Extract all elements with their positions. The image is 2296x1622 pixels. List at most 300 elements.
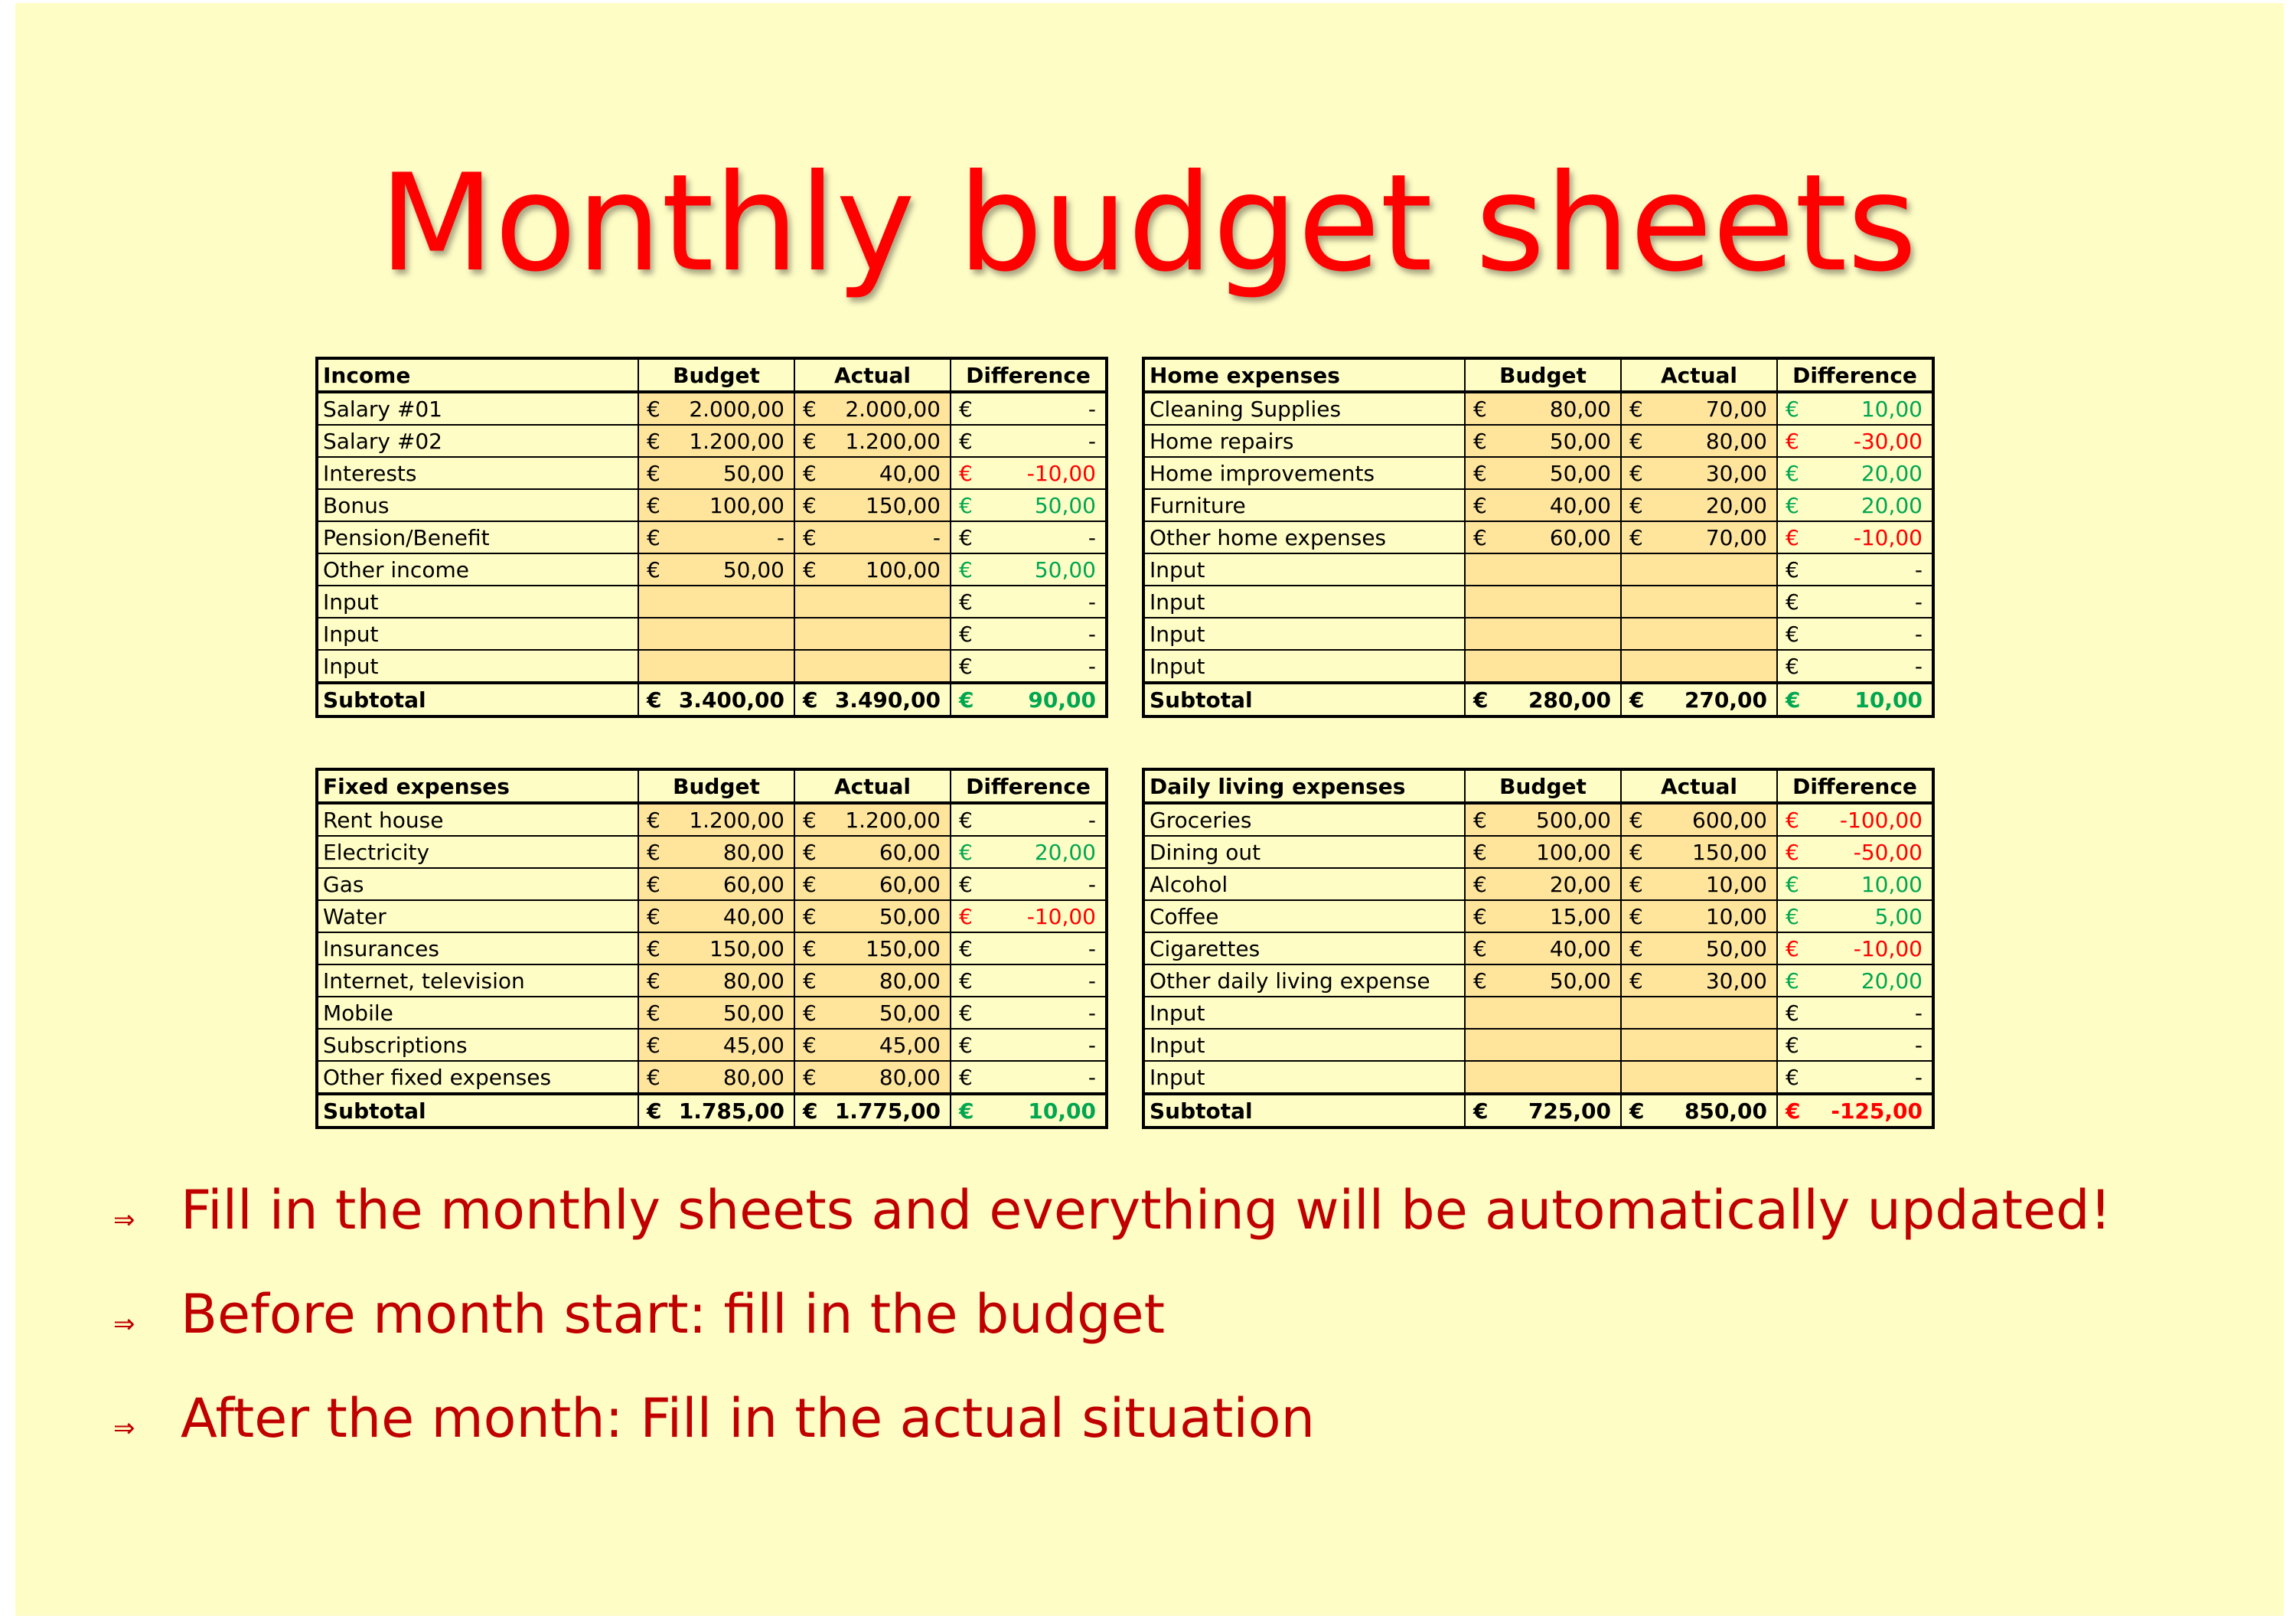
euro-sign: € <box>647 807 660 833</box>
table-header-row <box>317 358 1107 392</box>
row-label[interactable]: Home repairs <box>1143 425 1465 457</box>
bullet-text: Before month start: fill in the budget <box>181 1283 1166 1346</box>
difference-value: 10,00 <box>1861 396 1923 422</box>
actual-value: 60,00 <box>879 839 941 865</box>
table-row <box>1143 932 1933 964</box>
budget-total-value: 725,00 <box>1528 1098 1611 1124</box>
difference-value: -10,00 <box>1026 903 1096 929</box>
actual-cell[interactable] <box>794 803 951 836</box>
euro-sign: € <box>647 1000 660 1026</box>
actual-cell[interactable] <box>1621 868 1777 900</box>
euro-sign: € <box>1786 621 1799 647</box>
row-label[interactable]: Pension/Benefit <box>317 521 638 553</box>
budget-value: 50,00 <box>722 460 784 486</box>
difference-amount <box>951 872 1105 897</box>
actual-cell[interactable] <box>1621 521 1777 553</box>
actual-cell[interactable] <box>794 489 951 521</box>
budget-cell[interactable] <box>1465 392 1621 425</box>
euro-sign: € <box>959 396 973 422</box>
actual-cell[interactable] <box>1621 457 1777 489</box>
budget-amount <box>639 1033 794 1058</box>
euro-sign: € <box>959 839 973 865</box>
euro-sign: € <box>647 871 660 897</box>
row-label[interactable]: Dining out <box>1143 836 1465 868</box>
actual-cell[interactable] <box>794 900 951 932</box>
table-category-header: Fixed expenses <box>317 769 638 803</box>
actual-cell[interactable] <box>1621 900 1777 932</box>
column-header: Difference <box>951 769 1107 803</box>
budget-input-cell[interactable] <box>1465 586 1621 618</box>
difference-total-cell <box>1777 683 1933 716</box>
budget-total-cell <box>638 683 794 716</box>
actual-amount <box>795 1065 950 1090</box>
difference-value: - <box>1914 556 1923 583</box>
euro-sign: € <box>803 1064 817 1090</box>
actual-cell[interactable] <box>794 521 951 553</box>
difference-cell <box>1777 650 1933 683</box>
budget-value: 100,00 <box>709 492 784 518</box>
budget-cell[interactable] <box>638 803 794 836</box>
table-row <box>1143 586 1933 618</box>
actual-cell[interactable] <box>794 932 951 964</box>
difference-amount <box>1778 589 1932 615</box>
actual-total-cell <box>794 1094 951 1128</box>
budget-amount <box>639 1065 794 1090</box>
subtotal-row <box>1143 683 1933 716</box>
budget-cell[interactable] <box>1465 489 1621 521</box>
actual-total-value: 270,00 <box>1684 687 1767 713</box>
bullet-text: After the month: Fill in the actual situation <box>181 1387 1315 1450</box>
budget-input-cell[interactable] <box>1465 1061 1621 1094</box>
euro-sign: € <box>647 396 660 422</box>
difference-value: - <box>1088 653 1096 679</box>
difference-cell <box>1777 868 1933 900</box>
difference-amount <box>1778 493 1932 518</box>
budget-amount <box>639 429 794 454</box>
difference-amount <box>951 968 1105 994</box>
table-row <box>1143 392 1933 425</box>
actual-value: 80,00 <box>879 968 941 994</box>
difference-value: -10,00 <box>1853 935 1923 961</box>
euro-sign: € <box>959 653 973 679</box>
budget-cell[interactable] <box>638 553 794 586</box>
table-row <box>1143 1029 1933 1061</box>
actual-total-value: 1.775,00 <box>834 1098 941 1124</box>
budget-input-cell[interactable] <box>1465 1029 1621 1061</box>
budget-total-amount <box>1466 1098 1620 1124</box>
euro-sign: € <box>1629 687 1645 713</box>
difference-cell <box>951 425 1107 457</box>
euro-sign: € <box>803 935 817 961</box>
budget-cell[interactable] <box>1465 932 1621 964</box>
euro-sign: € <box>647 524 660 550</box>
row-label[interactable]: Rent house <box>317 803 638 836</box>
difference-cell <box>951 457 1107 489</box>
actual-cell[interactable] <box>794 392 951 425</box>
budget-input-cell[interactable] <box>638 586 794 618</box>
euro-sign: € <box>803 1000 817 1026</box>
euro-sign: € <box>803 807 817 833</box>
difference-amount <box>1778 429 1932 454</box>
euro-sign: € <box>1629 807 1643 833</box>
euro-sign: € <box>1629 396 1643 422</box>
actual-total-cell <box>1621 683 1777 716</box>
row-label[interactable]: Input <box>1143 1029 1465 1061</box>
actual-value: 20,00 <box>1705 492 1767 518</box>
column-header: Actual <box>1621 769 1777 803</box>
actual-cell[interactable] <box>794 457 951 489</box>
actual-input-cell[interactable] <box>794 650 951 683</box>
actual-cell[interactable] <box>794 868 951 900</box>
budget-amount <box>1466 968 1620 994</box>
budget-amount <box>1466 397 1620 422</box>
budget-cell[interactable] <box>1465 964 1621 997</box>
row-label[interactable]: Input <box>317 586 638 618</box>
budget-value: 1.200,00 <box>689 807 784 833</box>
budget-total-cell <box>1465 1094 1621 1128</box>
difference-amount <box>1778 557 1932 583</box>
table-row <box>1143 997 1933 1029</box>
euro-sign: € <box>1786 460 1799 486</box>
actual-total-cell <box>794 683 951 716</box>
difference-total-amount <box>951 687 1105 713</box>
budget-value: 40,00 <box>1549 935 1611 961</box>
actual-amount <box>1622 840 1776 865</box>
euro-sign: € <box>647 935 660 961</box>
difference-value: -30,00 <box>1853 428 1923 454</box>
table-row <box>1143 457 1933 489</box>
budget-cell[interactable] <box>1465 900 1621 932</box>
budget-cell[interactable] <box>638 964 794 997</box>
difference-amount <box>951 904 1105 929</box>
actual-input-cell[interactable] <box>1621 1061 1777 1094</box>
budget-total-value: 3.400,00 <box>678 687 784 713</box>
euro-sign: € <box>1786 935 1799 961</box>
budget-cell[interactable] <box>1465 836 1621 868</box>
row-label[interactable]: Bonus <box>317 489 638 521</box>
row-label[interactable]: Groceries <box>1143 803 1465 836</box>
difference-cell <box>951 618 1107 650</box>
actual-amount <box>1622 397 1776 422</box>
row-label[interactable]: Electricity <box>317 836 638 868</box>
euro-sign: € <box>959 428 973 454</box>
actual-cell[interactable] <box>794 553 951 586</box>
actual-cell[interactable] <box>794 997 951 1029</box>
actual-cell[interactable] <box>794 1029 951 1061</box>
difference-cell <box>1777 618 1933 650</box>
arrow-icon: ⇒ <box>113 1413 135 1444</box>
budget-amount <box>1466 808 1620 833</box>
difference-cell <box>951 553 1107 586</box>
budget-total-value: 280,00 <box>1528 687 1611 713</box>
subtotal-label: Subtotal <box>1143 1094 1465 1128</box>
euro-sign: € <box>959 903 973 929</box>
table-row <box>317 457 1107 489</box>
euro-sign: € <box>1473 903 1487 929</box>
row-label[interactable]: Mobile <box>317 997 638 1029</box>
actual-cell[interactable] <box>1621 425 1777 457</box>
difference-value: - <box>1088 428 1096 454</box>
euro-sign: € <box>1473 871 1487 897</box>
difference-value: - <box>1088 1064 1096 1090</box>
difference-value: -50,00 <box>1853 839 1923 865</box>
difference-amount <box>951 461 1105 486</box>
budget-input-cell[interactable] <box>1465 997 1621 1029</box>
euro-sign: € <box>1473 807 1487 833</box>
euro-sign: € <box>803 556 817 583</box>
column-header: Budget <box>638 358 794 392</box>
actual-cell[interactable] <box>794 836 951 868</box>
difference-value: 50,00 <box>1034 492 1096 518</box>
difference-value: - <box>1088 807 1096 833</box>
row-label[interactable]: Input <box>317 650 638 683</box>
difference-amount <box>1778 968 1932 994</box>
table-category-header: Home expenses <box>1143 358 1465 392</box>
difference-cell <box>1777 1061 1933 1094</box>
budget-input-cell[interactable] <box>1465 618 1621 650</box>
column-header: Budget <box>1465 769 1621 803</box>
actual-amount <box>795 840 950 865</box>
euro-sign: € <box>1629 903 1643 929</box>
euro-sign: € <box>803 839 817 865</box>
slide-title: Monthly budget sheets <box>379 146 1917 302</box>
difference-amount <box>951 397 1105 422</box>
difference-cell <box>1777 932 1933 964</box>
row-label[interactable]: Input <box>1143 997 1465 1029</box>
budget-input-cell[interactable] <box>638 618 794 650</box>
euro-sign: € <box>959 935 973 961</box>
difference-amount <box>951 589 1105 615</box>
row-label[interactable]: Other home expenses <box>1143 521 1465 553</box>
row-label[interactable]: Input <box>1143 618 1465 650</box>
budget-total-amount <box>1466 687 1620 713</box>
table-row <box>317 586 1107 618</box>
row-label[interactable]: Input <box>1143 553 1465 586</box>
row-label[interactable]: Home improvements <box>1143 457 1465 489</box>
budget-cell[interactable] <box>638 900 794 932</box>
euro-sign: € <box>1786 1000 1799 1026</box>
table-row <box>1143 489 1933 521</box>
budget-value: 15,00 <box>1549 903 1611 929</box>
subtotal-label: Subtotal <box>1143 683 1465 716</box>
budget-amount <box>1466 904 1620 929</box>
actual-input-cell[interactable] <box>794 586 951 618</box>
actual-cell[interactable] <box>1621 932 1777 964</box>
actual-cell[interactable] <box>794 1061 951 1094</box>
actual-amount <box>1622 493 1776 518</box>
budget-cell[interactable] <box>638 457 794 489</box>
budget-cell[interactable] <box>638 425 794 457</box>
row-label[interactable]: Subscriptions <box>317 1029 638 1061</box>
euro-sign: € <box>1786 589 1799 615</box>
budget-table <box>315 768 1108 1129</box>
budget-table <box>1142 357 1935 718</box>
row-label[interactable]: Coffee <box>1143 900 1465 932</box>
actual-input-cell[interactable] <box>1621 618 1777 650</box>
row-label[interactable]: Insurances <box>317 932 638 964</box>
euro-sign: € <box>1629 839 1643 865</box>
actual-cell[interactable] <box>1621 489 1777 521</box>
actual-value: 30,00 <box>1705 968 1767 994</box>
actual-value: 80,00 <box>879 1064 941 1090</box>
euro-sign: € <box>803 428 817 454</box>
budget-cell[interactable] <box>638 997 794 1029</box>
row-label[interactable]: Interests <box>317 457 638 489</box>
table-row <box>317 1061 1107 1094</box>
actual-input-cell[interactable] <box>1621 650 1777 683</box>
budget-cell[interactable] <box>1465 868 1621 900</box>
row-label[interactable]: Input <box>1143 650 1465 683</box>
budget-cell[interactable] <box>1465 803 1621 836</box>
row-label[interactable]: Input <box>1143 1061 1465 1094</box>
actual-input-cell[interactable] <box>1621 997 1777 1029</box>
difference-cell <box>951 900 1107 932</box>
budget-value: 60,00 <box>1549 524 1611 550</box>
euro-sign: € <box>1786 687 1801 713</box>
difference-amount <box>951 493 1105 518</box>
budget-amount <box>639 1000 794 1026</box>
difference-total-amount <box>1778 687 1932 713</box>
euro-sign: € <box>1473 492 1487 518</box>
row-label[interactable]: Cleaning Supplies <box>1143 392 1465 425</box>
budget-amount <box>639 968 794 994</box>
actual-value: 1.200,00 <box>845 428 941 454</box>
actual-total-amount <box>1622 687 1776 713</box>
difference-cell <box>951 803 1107 836</box>
difference-value: - <box>1088 396 1096 422</box>
row-label[interactable]: Salary #02 <box>317 425 638 457</box>
budget-cell[interactable] <box>1465 457 1621 489</box>
row-label[interactable]: Other income <box>317 553 638 586</box>
budget-cell[interactable] <box>638 836 794 868</box>
budget-cell[interactable] <box>1465 425 1621 457</box>
difference-amount <box>1778 1065 1932 1090</box>
budget-amount <box>639 808 794 833</box>
table-row <box>1143 900 1933 932</box>
budget-input-cell[interactable] <box>638 650 794 683</box>
euro-sign: € <box>1786 556 1799 583</box>
euro-sign: € <box>1786 839 1799 865</box>
euro-sign: € <box>1473 935 1487 961</box>
table-category-header: Daily living expenses <box>1143 769 1465 803</box>
actual-input-cell[interactable] <box>1621 1029 1777 1061</box>
actual-input-cell[interactable] <box>1621 586 1777 618</box>
budget-amount <box>639 904 794 929</box>
actual-cell[interactable] <box>1621 964 1777 997</box>
row-label[interactable]: Salary #01 <box>317 392 638 425</box>
budget-cell[interactable] <box>638 932 794 964</box>
budget-total-amount <box>639 687 794 713</box>
euro-sign: € <box>959 687 974 713</box>
actual-cell[interactable] <box>1621 803 1777 836</box>
budget-cell[interactable] <box>638 489 794 521</box>
table-row <box>1143 803 1933 836</box>
budget-value: 80,00 <box>722 968 784 994</box>
euro-sign: € <box>1786 903 1799 929</box>
row-label[interactable]: Furniture <box>1143 489 1465 521</box>
budget-cell[interactable] <box>1465 521 1621 553</box>
difference-cell <box>1777 553 1933 586</box>
budget-input-cell[interactable] <box>1465 553 1621 586</box>
actual-cell[interactable] <box>1621 392 1777 425</box>
euro-sign: € <box>803 687 818 713</box>
column-header: Difference <box>1777 769 1933 803</box>
difference-value: 10,00 <box>1861 871 1923 897</box>
budget-amount <box>639 493 794 518</box>
difference-value: -10,00 <box>1026 460 1096 486</box>
budget-cell[interactable] <box>638 521 794 553</box>
actual-input-cell[interactable] <box>794 618 951 650</box>
euro-sign: € <box>1786 871 1799 897</box>
euro-sign: € <box>1786 1098 1801 1124</box>
table-row <box>317 932 1107 964</box>
euro-sign: € <box>959 968 973 994</box>
budget-value: 1.200,00 <box>689 428 784 454</box>
actual-amount <box>1622 461 1776 486</box>
euro-sign: € <box>1473 396 1487 422</box>
budget-cell[interactable] <box>638 868 794 900</box>
actual-value: 150,00 <box>1692 839 1767 865</box>
actual-amount <box>795 525 950 550</box>
euro-sign: € <box>959 1098 974 1124</box>
actual-cell[interactable] <box>794 964 951 997</box>
budget-cell[interactable] <box>638 1029 794 1061</box>
actual-total-amount <box>1622 1098 1776 1124</box>
actual-value: 70,00 <box>1705 524 1767 550</box>
row-label[interactable]: Other daily living expense <box>1143 964 1465 997</box>
actual-amount <box>795 461 950 486</box>
actual-amount <box>795 1000 950 1026</box>
budget-amount <box>1466 493 1620 518</box>
euro-sign: € <box>647 428 660 454</box>
actual-cell[interactable] <box>1621 836 1777 868</box>
table-row <box>1143 618 1933 650</box>
euro-sign: € <box>1786 1064 1799 1090</box>
budget-input-cell[interactable] <box>1465 650 1621 683</box>
row-label[interactable]: Input <box>1143 586 1465 618</box>
euro-sign: € <box>959 524 973 550</box>
actual-value: 50,00 <box>879 903 941 929</box>
row-label[interactable]: Water <box>317 900 638 932</box>
difference-amount <box>951 654 1105 679</box>
budget-value: 45,00 <box>722 1032 784 1058</box>
actual-value: 150,00 <box>866 492 941 518</box>
column-header: Budget <box>1465 358 1621 392</box>
difference-amount <box>1778 525 1932 550</box>
row-label[interactable]: Internet, television <box>317 964 638 997</box>
difference-amount <box>1778 904 1932 929</box>
row-label[interactable]: Gas <box>317 868 638 900</box>
difference-total-value: 10,00 <box>1854 687 1923 713</box>
budget-cell[interactable] <box>638 1061 794 1094</box>
budget-value: 50,00 <box>1549 460 1611 486</box>
budget-amount <box>639 936 794 961</box>
table-row <box>317 650 1107 683</box>
actual-cell[interactable] <box>794 425 951 457</box>
row-label[interactable]: Cigarettes <box>1143 932 1465 964</box>
difference-value: - <box>1088 968 1096 994</box>
row-label[interactable]: Other fixed expenses <box>317 1061 638 1094</box>
euro-sign: € <box>1786 396 1799 422</box>
row-label[interactable]: Input <box>317 618 638 650</box>
budget-cell[interactable] <box>638 392 794 425</box>
row-label[interactable]: Alcohol <box>1143 868 1465 900</box>
difference-total-value: 10,00 <box>1028 1098 1096 1124</box>
table-row <box>317 618 1107 650</box>
difference-cell <box>1777 521 1933 553</box>
actual-input-cell[interactable] <box>1621 553 1777 586</box>
actual-amount <box>795 493 950 518</box>
